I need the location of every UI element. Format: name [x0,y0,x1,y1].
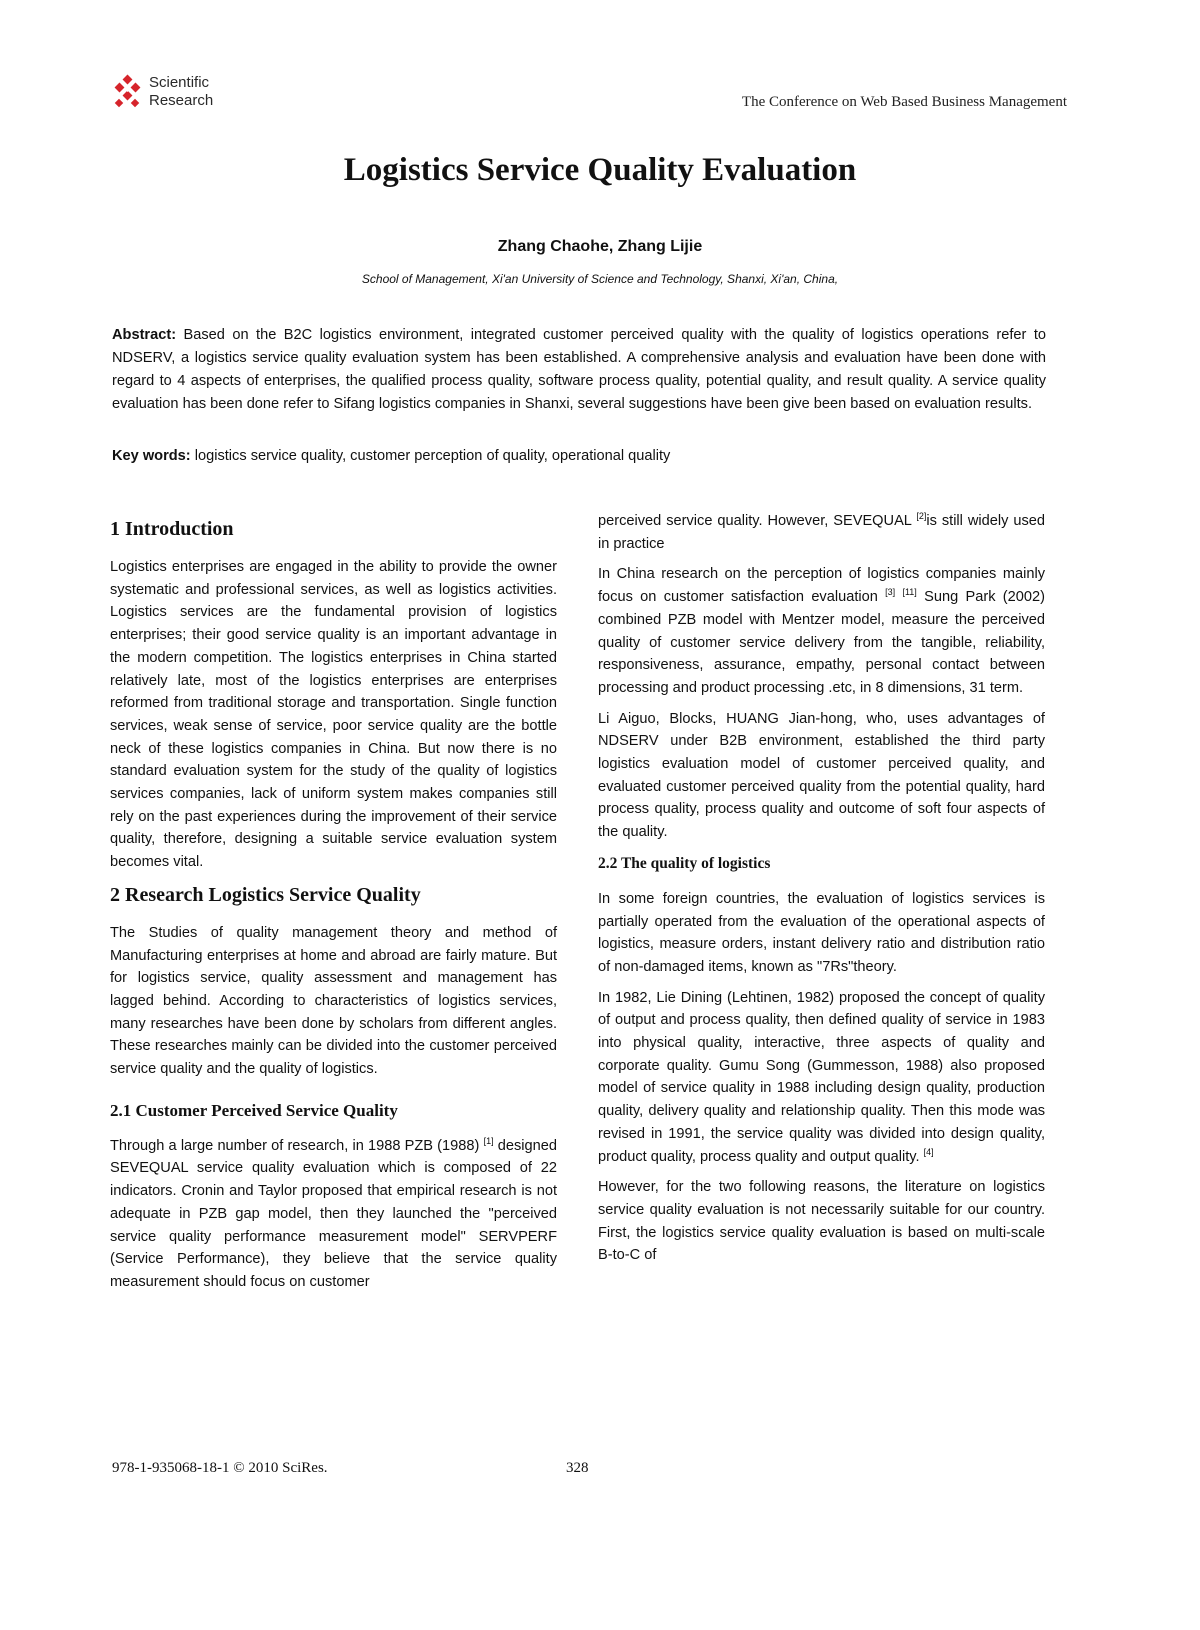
conference-name: The Conference on Web Based Business Management [741,94,1067,110]
logo-line-1: Scientific [149,74,210,91]
scientific-research-logo-icon [110,74,146,110]
paragraph-2-2: In some foreign countries, the evaluation of logistics services is partially operated from the evaluation of the operational aspects of logistics, measure orders, instant delivery ratio and distribution ratio of non-damaged items, known as "7Rs"theory. [598,890,1045,975]
affiliation: School of Management, Xi'an University of Science and Technology, Shanxi, Xi'an, China, [361,272,839,286]
publisher-logo [110,74,213,110]
section-heading-research: 2 Research Logistics Service Quality [110,883,421,906]
paragraph-continued [598,510,1045,555]
abstract [112,324,1046,416]
citation-ref-11: [11] [902,587,917,598]
citation-ref-4: [4] [923,1146,934,1157]
paragraph-introduction: Logistics enterprises are engaged in the ability to provide the owner systematic and professional services, as well as logistics activities. Logistics services are the fundamental provision of logistics enterprises; their good service quality is an important advantage in the modern competition. The logistics enterprises in China started relatively late, most of the logistics enterprises are enterprises reformed from traditional storage and transportation. Single function services, weak sense of service, poor service quality are the bottle neck of these logistics companies in China. But now there is no standard evaluation system for the study of the quality of logistics services companies, lack of uniform system makes companies still rely on the past experiences during the improvement of their service quality, therefore, designing a suitable service evaluation system becomes vital. [110,559,557,871]
paragraph-2-1-part-b: designed SEVEQUAL service quality evaluation which is composed of 22 indicators. Cronin and Taylor proposed that empirical research is not adequate in PZB gap model, then they launched the "perceived service quality performance measurement model" SERVPERF (Service Performance), they believe that the service quality measurement should focus on customer [110,1137,558,1290]
left-column [110,510,557,1302]
citation-ref-3: [3] [885,587,896,598]
paragraph-continued-part-b: is still widely used in practice [598,513,1045,552]
authors: Zhang Chaohe, Zhang Lijie [497,238,703,255]
logo-line-2: Research [149,92,214,109]
paragraph-china-part-a: In China research on the perception of logistics companies mainly focus on customer satisfaction evaluation [598,566,1045,606]
keywords-label: Key words: [112,448,191,464]
section-heading-introduction: 1 Introduction [110,518,234,540]
abstract-label: Abstract: [112,327,177,343]
paragraph-china-part-b: Sung Park (2002) combined PZB model with Mentzer model, measure the perceived quality of customer service delivery from the tangible, reliability, responsiveness, assurance, empathy, personal contact between processing and product processing .etc, in 8 dimensions, 31 term. [598,589,1045,696]
paragraph-2-1-part-a: Through a large number of research, in 1988 PZB (1988) [110,1137,480,1154]
paragraph-li-aiguo: Li Aiguo, Blocks, HUANG Jian-hong, who, uses advantages of NDSERV under B2B environment, established the third party logistics evaluation model of customer perceived quality, and evaluated customer perceived quality from the potential quality, hard process quality, process quality and outcome of soft four aspects of the quality. [598,710,1045,841]
paragraph-1982-text: In 1982, Lie Dining (Lehtinen, 1982) proposed the concept of quality of output and process quality, then defined quality of service in 1983 into physical quality, interactive, three aspects of quality and corporate quality. Gumu Song (Gummesson, 1988) also proposed model of service quality in 1988 including design quality, production quality, delivery quality and relationship quality. Then this mode was revised in 1991, the service quality was divided into design quality, product quality, process quality and output quality. [598,989,1045,1165]
footer-isbn: 978-1-935068-18-1 © 2010 SciRes. [112,1460,328,1476]
paragraph-however: However, for the two following reasons, the literature on logistics service quality evaluation is not necessarily suitable for our country. First, the logistics service quality evaluation is based on multi-scale B-to-C of [598,1179,1045,1264]
keywords-text: logistics service quality, customer perception of quality, operational quality [194,448,671,464]
right-column [598,510,1045,1275]
subsection-heading-2-1: 2.1 Customer Perceived Service Quality [110,1100,398,1120]
page-number: 328 [566,1460,589,1476]
keywords [112,445,1046,468]
subsection-heading-2-2: 2.2 The quality of logistics [598,854,771,872]
paragraph-continued-part-a: perceived service quality. However, SEVEQUAL [598,513,912,529]
paragraph-1982 [598,987,1045,1169]
abstract-text: Based on the B2C logistics environment, integrated customer perceived quality with the quality of logistics operations refer to NDSERV, a logistics service quality evaluation system has been established. A comprehensive analysis and evaluation have been done with regard to 4 aspects of enterprises, the qualified process quality, software process quality, potential quality, and result quality. A service quality evaluation has been done refer to Sifang logistics companies in Shanxi, several suggestions have been give been based on evaluation results. [112,327,1046,412]
paragraph-2-1 [110,1135,557,1294]
paragraph-china-research [598,563,1045,699]
citation-ref-1: [1] [483,1135,494,1146]
paper-title: Logistics Service Quality Evaluation [343,152,857,188]
paragraph-research: The Studies of quality management theory and method of Manufacturing enterprises at home and abroad are fairly mature. But for logistics service, quality assessment and management has lagged behind. According to characteristics of logistics services, many researches have been done by scholars from different angles. These researches mainly can be divided into the customer perceived service quality and the quality of logistics. [110,924,557,1078]
citation-ref-2: [2] [916,511,927,522]
